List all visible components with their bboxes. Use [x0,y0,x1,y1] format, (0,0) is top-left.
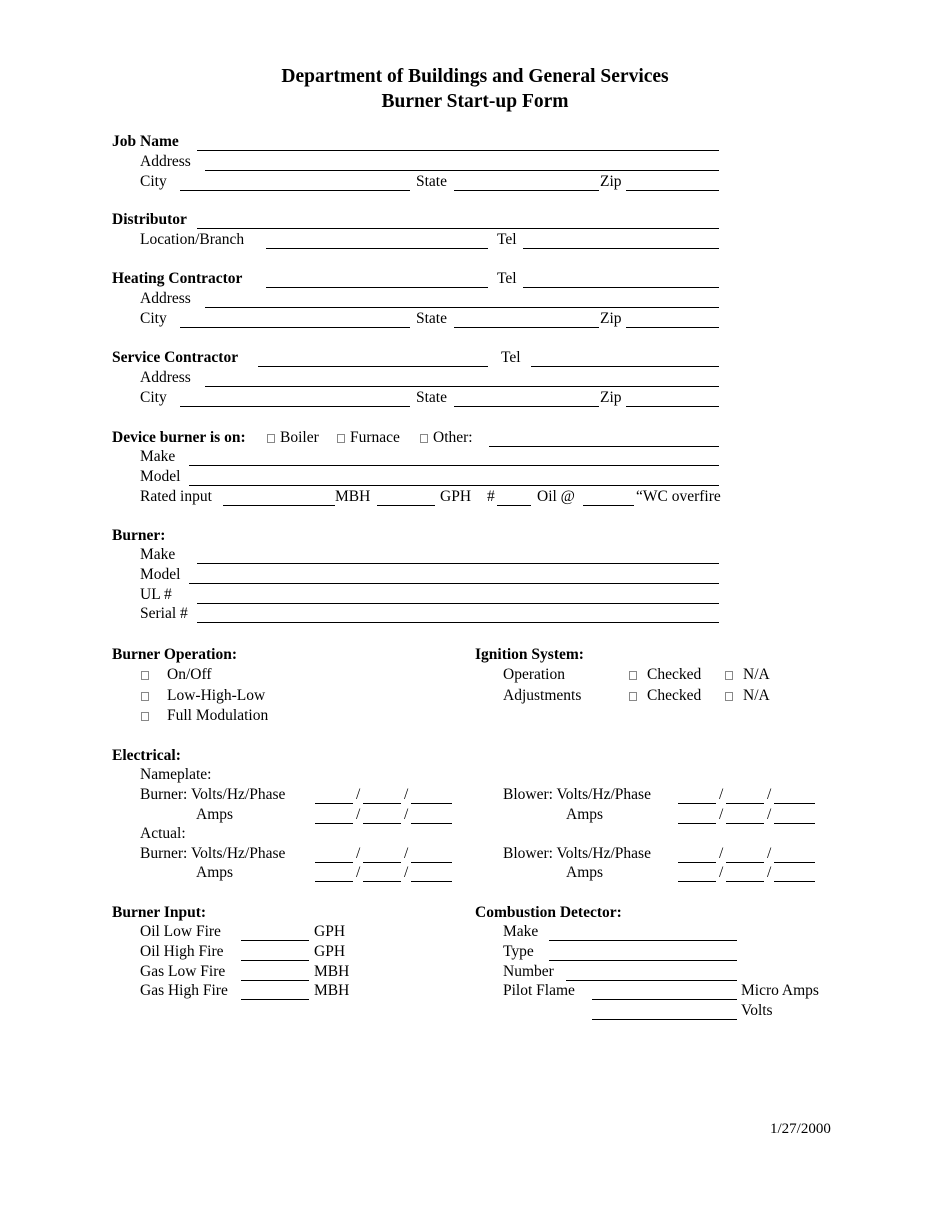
actual-burner-amps-field-1[interactable] [315,881,353,882]
heating-zip-field[interactable] [626,327,719,328]
actual-blower-phase-field[interactable] [774,862,815,863]
nameplate-burner-amps-field-2[interactable] [363,823,401,824]
burner-label: Burner: [112,527,166,544]
ignition-adjustments-label: Adjustments [503,687,582,704]
heating-tel-label: Tel [497,270,517,287]
volts-unit: Volts [741,1002,773,1019]
adjustments-na-label: N/A [743,687,770,704]
burner-ul-label: UL # [140,586,172,603]
distributor-location-field[interactable] [266,248,488,249]
heating-city-label: City [140,310,167,327]
nameplate-blower-vhp-label: Blower: Volts/Hz/Phase [503,786,651,803]
job-address-field[interactable] [205,170,719,171]
service-zip-label: Zip [600,389,622,406]
oil-at-label: Oil @ [537,488,575,505]
nameplate-blower-hz-field[interactable] [726,803,764,804]
service-contractor-label: Service Contractor [112,349,239,366]
oil-low-fire-field[interactable] [241,940,309,941]
service-zip-field[interactable] [626,406,719,407]
boiler-option-label: Boiler [280,429,319,446]
pilot-flame-micro-amps-field[interactable] [592,999,737,1000]
wc-overfire-label: “WC overfire [636,488,721,505]
nameplate-blower-phase-field[interactable] [774,803,815,804]
nozzle-hash-label: # [487,488,495,505]
job-state-field[interactable] [454,190,599,191]
detector-number-label: Number [503,963,554,980]
distributor-tel-field[interactable] [523,248,719,249]
adjustments-checked-checkbox[interactable] [629,692,637,701]
actual-burner-phase-field[interactable] [411,862,452,863]
nameplate-blower-volts-field[interactable] [678,803,716,804]
actual-blower-vhp-label: Blower: Volts/Hz/Phase [503,845,651,862]
device-model-field[interactable] [189,485,719,486]
distributor-label: Distributor [112,211,187,228]
distributor-tel-label: Tel [497,231,517,248]
rated-gph-label: GPH [440,488,472,505]
device-label: Device burner is on: [112,429,246,446]
furnace-checkbox[interactable] [337,434,345,443]
gas-low-fire-label: Gas Low Fire [140,963,226,980]
burner-make-field[interactable] [197,563,719,564]
other-device-field[interactable] [489,446,719,447]
service-city-field[interactable] [180,406,410,407]
service-tel-field[interactable] [531,366,719,367]
device-make-field[interactable] [189,465,719,466]
actual-burner-vhp-label: Burner: Volts/Hz/Phase [140,845,286,862]
nameplate-blower-amps-field-1[interactable] [678,823,716,824]
distributor-location-label: Location/Branch [140,231,245,248]
nozzle-number-field[interactable] [497,505,531,506]
service-contractor-field[interactable] [258,366,488,367]
actual-burner-amps-field-3[interactable] [411,881,452,882]
job-name-label: Job Name [112,133,179,150]
other-checkbox[interactable] [420,434,428,443]
heating-state-field[interactable] [454,327,599,328]
gas-low-fire-field[interactable] [241,980,309,981]
gas-low-fire-unit: MBH [314,963,350,980]
heating-zip-label: Zip [600,310,622,327]
job-zip-label: Zip [600,173,622,190]
service-state-field[interactable] [454,406,599,407]
detector-number-field[interactable] [566,980,737,981]
furnace-option-label: Furnace [350,429,400,446]
boiler-checkbox[interactable] [267,434,275,443]
oil-pressure-field[interactable] [583,505,634,506]
revision-date: 1/27/2000 [770,1121,831,1137]
nameplate-burner-volts-field[interactable] [315,803,353,804]
full-modulation-checkbox[interactable] [141,712,149,721]
burner-make-label: Make [140,546,176,563]
detector-make-label: Make [503,923,539,940]
actual-burner-amps-field-2[interactable] [363,881,401,882]
nameplate-burner-amps-field-1[interactable] [315,823,353,824]
service-address-label: Address [140,369,191,386]
heating-address-label: Address [140,290,191,307]
burner-model-label: Model [140,566,181,583]
actual-blower-volts-field[interactable] [678,862,716,863]
burner-input-label: Burner Input: [112,904,207,921]
onoff-checkbox[interactable] [141,671,149,680]
nameplate-label: Nameplate: [140,766,212,783]
oil-low-fire-unit: GPH [314,923,346,940]
job-state-label: State [416,173,447,190]
service-address-field[interactable] [205,386,719,387]
service-tel-label: Tel [501,349,521,366]
nameplate-blower-amps-field-3[interactable] [774,823,815,824]
detector-make-field[interactable] [549,940,737,941]
nameplate-burner-hz-field[interactable] [363,803,401,804]
actual-label: Actual: [140,825,186,842]
electrical-label: Electrical: [112,747,181,764]
rated-mbh-label: MBH [335,488,371,505]
oil-high-fire-label: Oil High Fire [140,943,224,960]
nameplate-burner-amps-label: Amps [196,806,234,823]
gas-high-fire-field[interactable] [241,999,309,1000]
heating-state-label: State [416,310,447,327]
gas-high-fire-unit: MBH [314,982,350,999]
operation-checked-label: Checked [647,666,702,683]
actual-burner-hz-field[interactable] [363,862,401,863]
device-model-label: Model [140,468,181,485]
burner-ul-field[interactable] [197,603,719,604]
operation-na-label: N/A [743,666,770,683]
job-zip-field[interactable] [626,190,719,191]
nameplate-blower-amps-field-2[interactable] [726,823,764,824]
job-city-field[interactable] [180,190,410,191]
service-city-label: City [140,389,167,406]
low-high-low-checkbox[interactable] [141,692,149,701]
full-modulation-option-label: Full Modulation [167,707,269,724]
ignition-system-label: Ignition System: [475,646,584,663]
job-address-label: Address [140,153,191,170]
adjustments-checked-label: Checked [647,687,702,704]
heating-tel-field[interactable] [523,287,719,288]
pilot-flame-volts-field[interactable] [592,1019,737,1020]
service-state-label: State [416,389,447,406]
low-high-low-option-label: Low-High-Low [167,687,266,704]
detector-type-field[interactable] [549,960,737,961]
job-city-label: City [140,173,167,190]
pilot-flame-label: Pilot Flame [503,982,575,999]
operation-checked-checkbox[interactable] [629,671,637,680]
burner-model-field[interactable] [189,583,719,584]
oil-high-fire-unit: GPH [314,943,346,960]
rated-input-label: Rated input [140,488,212,505]
burner-operation-label: Burner Operation: [112,646,237,663]
operation-na-checkbox[interactable] [725,671,733,680]
rated-input-field[interactable] [223,505,335,506]
job-name-field[interactable] [197,150,719,151]
nameplate-burner-vhp-label: Burner: Volts/Hz/Phase [140,786,286,803]
ignition-operation-label: Operation [503,666,565,683]
actual-burner-volts-field[interactable] [315,862,353,863]
burner-serial-label: Serial # [140,605,188,622]
oil-low-fire-label: Oil Low Fire [140,923,221,940]
nameplate-burner-amps-field-3[interactable] [411,823,452,824]
actual-blower-amps-field-3[interactable] [774,881,815,882]
heating-city-field[interactable] [180,327,410,328]
gas-high-fire-label: Gas High Fire [140,982,228,999]
distributor-field[interactable] [197,228,719,229]
adjustments-na-checkbox[interactable] [725,692,733,701]
device-make-label: Make [140,448,176,465]
heating-address-field[interactable] [205,307,719,308]
nameplate-burner-phase-field[interactable] [411,803,452,804]
actual-burner-amps-label: Amps [196,864,234,881]
actual-blower-amps-field-1[interactable] [678,881,716,882]
nameplate-blower-amps-label: Amps [566,806,604,823]
oil-high-fire-field[interactable] [241,960,309,961]
form-department-title: Department of Buildings and General Services [281,66,669,87]
actual-blower-amps-label: Amps [566,864,604,881]
detector-type-label: Type [503,943,534,960]
other-option-label: Other: [433,429,473,446]
onoff-option-label: On/Off [167,666,212,683]
heating-contractor-label: Heating Contractor [112,270,243,287]
rated-gph-field[interactable] [377,505,435,506]
burner-serial-field[interactable] [197,622,719,623]
form-title: Burner Start-up Form [381,91,569,112]
actual-blower-amps-field-2[interactable] [726,881,764,882]
actual-blower-hz-field[interactable] [726,862,764,863]
micro-amps-unit: Micro Amps [741,982,819,999]
heating-contractor-field[interactable] [266,287,488,288]
combustion-detector-label: Combustion Detector: [475,904,622,921]
